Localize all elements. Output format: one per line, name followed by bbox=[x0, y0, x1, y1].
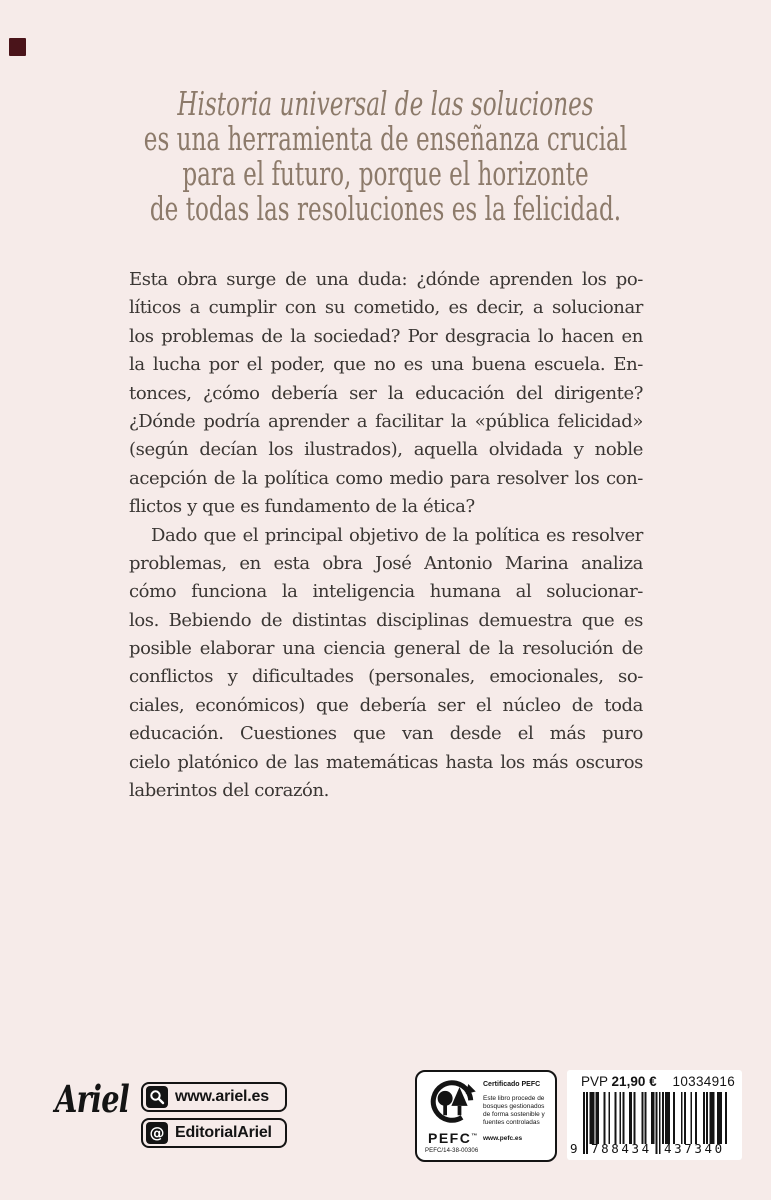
publisher-logo: Ariel bbox=[55, 1077, 129, 1121]
website-badge bbox=[141, 1082, 287, 1112]
body-line: conflictos y dificultades (personales, emocionales, so- bbox=[129, 666, 643, 688]
pefc-url: www.pefc.es bbox=[483, 1135, 523, 1142]
pefc-cert-code: PEFC/14-38-00306 bbox=[425, 1148, 479, 1154]
ean-digits: 9 788434 437340 bbox=[570, 1141, 725, 1156]
body-line: líticos a cumplir con su cometido, es decir, a solucionar bbox=[129, 297, 643, 319]
price: PVP 21,90 € bbox=[581, 1074, 657, 1089]
headline-line: es una herramienta de enseñanza crucial bbox=[143, 119, 628, 158]
website-label: www.ariel.es bbox=[175, 1088, 269, 1105]
synopsis-text bbox=[129, 266, 643, 805]
pefc-description: Este libro procede de bosques gestionados de forma sostenible y fuentes controladas bbox=[483, 1095, 545, 1126]
pefc-logo-icon bbox=[427, 1079, 477, 1134]
publisher-badges bbox=[141, 1082, 287, 1154]
body-line: Dado que el principal objetivo de la política es resolver bbox=[151, 524, 643, 546]
headline-line: de todas las resoluciones es la felicidad. bbox=[149, 189, 622, 228]
body-line: tonces, ¿cómo debería ser la educación del dirigente? bbox=[129, 382, 643, 404]
body-line: cielo platónico de las matemáticas hasta los más oscuros bbox=[129, 751, 643, 773]
body-line: ¿Dónde podría aprender a facilitar la «pública felicidad» bbox=[129, 410, 643, 432]
social-badge bbox=[141, 1118, 287, 1148]
headline-line: Historia universal de las soluciones bbox=[177, 84, 594, 123]
body-line: ciales, económicos) que debería ser el núcleo de toda bbox=[129, 694, 643, 716]
body-line: acepción de la política como medio para resolver los con- bbox=[129, 467, 643, 489]
body-line: posible elaborar una ciencia general de la resolución de bbox=[129, 638, 643, 660]
pefc-title: Certificado PEFC bbox=[483, 1081, 541, 1088]
headline-line: para el futuro, porque el horizonte bbox=[182, 154, 589, 193]
body-line: laberintos del corazón. bbox=[129, 780, 329, 802]
body-line: los. Bebiendo de distintas disciplinas demuestra que es bbox=[129, 609, 643, 631]
search-icon bbox=[146, 1086, 168, 1108]
social-label: EditorialAriel bbox=[175, 1124, 272, 1141]
body-line: flictos y que es fundamento de la ética? bbox=[129, 496, 475, 518]
pefc-label bbox=[415, 1070, 557, 1162]
body-line: problemas, en esta obra José Antonio Marina analiza bbox=[129, 552, 643, 574]
cover-corner-mark bbox=[9, 38, 26, 56]
body-line: (según decían los ilustrados), aquella olvidada y noble bbox=[129, 439, 643, 461]
pefc-wordmark: PEFC™ bbox=[428, 1130, 478, 1146]
headline bbox=[0, 86, 771, 226]
body-line: Esta obra surge de una duda: ¿dónde aprenden los po- bbox=[129, 269, 643, 290]
body-line: los problemas de la sociedad? Por desgracia lo hacen en bbox=[129, 325, 643, 347]
body-line: educación. Cuestiones que van desde el más puro bbox=[129, 723, 643, 745]
barcode-panel bbox=[567, 1070, 742, 1160]
at-icon: @ bbox=[146, 1122, 168, 1144]
sku-number: 10334916 bbox=[672, 1074, 735, 1089]
body-line: cómo funciona la inteligencia humana al solucionar- bbox=[129, 581, 643, 603]
body-line: la lucha por el poder, que no es una buena escuela. En- bbox=[129, 354, 643, 376]
